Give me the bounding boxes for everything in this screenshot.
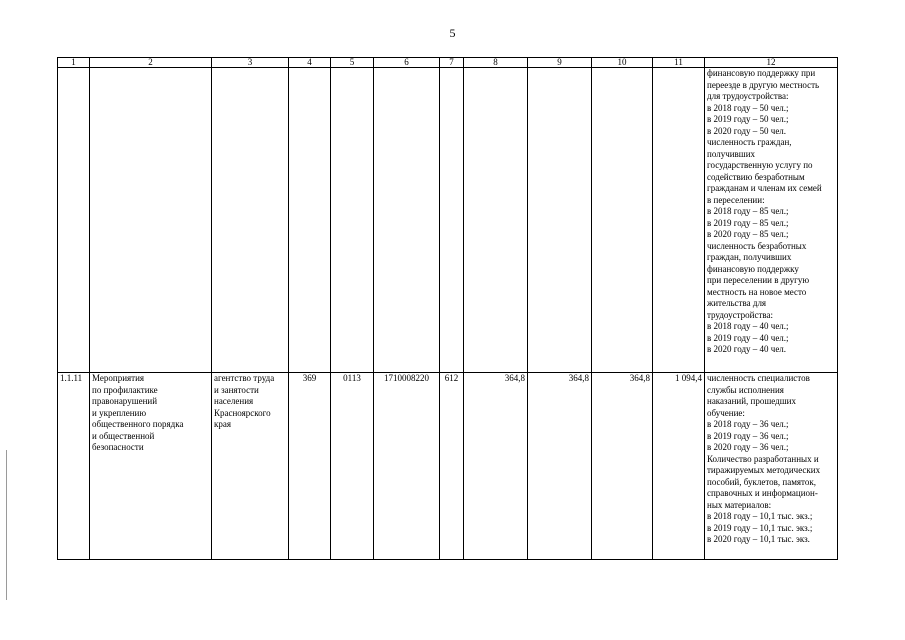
cell	[289, 68, 331, 373]
year-2020-amount-cell: 364,8	[592, 373, 653, 560]
cell	[212, 68, 289, 373]
result-indicators-cell: финансовую поддержку при переезде в другую местность для трудоустройства: в 2018 году – 50 чел.; в 2019 году – 50 чел.; в 2020 году – 50 чел. численность граждан, получивших государственную услугу по содействию безработным гражданам и членам их семей в переселении: в 2018 году – 85 чел.; в 2019 году – 85 чел.; в 2020 году – 85 чел.; численность безработных граждан, получивших финансовую поддержку при переселении в другую местность на новое место жительства для трудоустройства: в 2018 году – 40 чел.; в 2019 году – 40 чел.; в 2020 году – 40 чел.	[705, 68, 838, 373]
cell	[58, 68, 90, 373]
header-cell: 6	[374, 58, 440, 68]
year-2019-amount-cell: 364,8	[528, 373, 592, 560]
program-table	[57, 57, 838, 560]
header-cell: 9	[528, 58, 592, 68]
header-cell: 2	[90, 58, 212, 68]
cell	[374, 68, 440, 373]
expense-type-cell: 612	[440, 373, 464, 560]
header-cell: 3	[212, 58, 289, 68]
margin-line	[6, 450, 7, 600]
cell	[331, 68, 374, 373]
header-cell: 8	[464, 58, 528, 68]
year-2018-amount-cell: 364,8	[464, 373, 528, 560]
header-cell: 10	[592, 58, 653, 68]
header-cell: 4	[289, 58, 331, 68]
result-indicators-cell: численность специалистов службы исполнения наказаний, прошедших обучение: в 2018 году – 36 чел.; в 2019 году – 36 чел.; в 2020 году – 36 чел.; Количество разработанных и тиражируемых методических пособий, буклетов, памяток, справочных и информацион- ных материалов: в 2018 году – 10,1 тыс. экз.; в 2019 году – 10,1 тыс. экз.; в 2020 году – 10,1 тыс. экз.	[705, 373, 838, 560]
header-cell: 7	[440, 58, 464, 68]
cell	[464, 68, 528, 373]
section-code-cell: 0113	[331, 373, 374, 560]
table-row-1-1-11	[58, 373, 838, 560]
cell	[440, 68, 464, 373]
table-row-continuation	[58, 68, 838, 373]
cell	[528, 68, 592, 373]
header-cell: 1	[58, 58, 90, 68]
cell	[592, 68, 653, 373]
cell	[653, 68, 705, 373]
measure-name-cell: Мероприятия по профилактике правонарушений и укреплению общественного порядка и общественной безопасности	[90, 373, 212, 560]
page-number: 5	[449, 26, 456, 40]
header-cell: 5	[331, 58, 374, 68]
agency-cell: агентство труда и занятости населения Красноярского края	[212, 373, 289, 560]
cell	[90, 68, 212, 373]
header-row	[58, 58, 838, 68]
header-cell: 12	[705, 58, 838, 68]
total-amount-cell: 1 094,4	[653, 373, 705, 560]
target-article-cell: 1710008220	[374, 373, 440, 560]
header-cell: 11	[653, 58, 705, 68]
grbs-code-cell: 369	[289, 373, 331, 560]
item-number-cell: 1.1.11	[58, 373, 90, 560]
